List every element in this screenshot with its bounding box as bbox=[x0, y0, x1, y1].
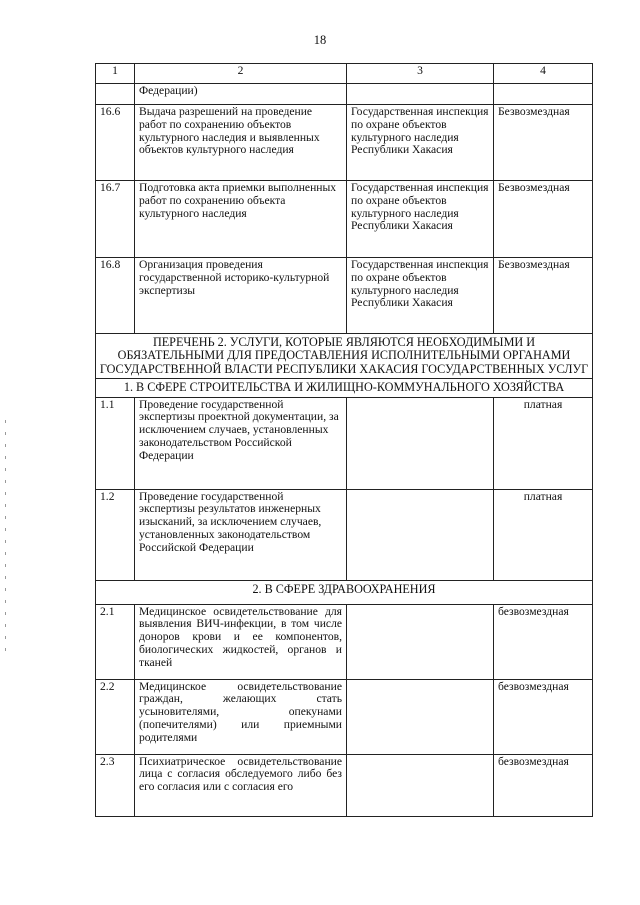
authority-name bbox=[347, 754, 494, 816]
service-name: Организация проведения государственной историко-культурной экспертизы bbox=[135, 258, 347, 334]
authority-name: Государственная инспекция по охране объектов культурного наследия Республики Хакасия bbox=[347, 105, 494, 181]
service-name: Психиатрическое освидетельствование лица с согласия обследуемого либо без его согласия или с согласия его bbox=[135, 754, 347, 816]
authority-name: Государственная инспекция по охране объектов культурного наследия Республики Хакасия bbox=[347, 181, 494, 258]
empty-cell bbox=[494, 84, 593, 105]
section-1-title-row bbox=[96, 379, 593, 397]
fee-type: платная bbox=[494, 489, 593, 580]
table-row bbox=[96, 489, 593, 580]
services-table bbox=[95, 63, 593, 817]
fee-type: Безвозмездная bbox=[494, 258, 593, 334]
section-2-title: 2. В СФЕРЕ ЗДРАВООХРАНЕНИЯ bbox=[96, 580, 593, 604]
service-name: Проведение государственной экспертизы результатов инженерных изысканий, за исключением случаев, установленных законодательством Российской Федерации bbox=[135, 489, 347, 580]
row-number: 2.3 bbox=[96, 754, 135, 816]
service-name: Медицинское освидетельствование для выявления ВИЧ-инфекции, в том числе доноров крови и ее компонентов, биологических жидкостей, органов и тканей bbox=[135, 604, 347, 679]
fee-type: безвозмездная bbox=[494, 754, 593, 816]
fee-type: безвозмездная bbox=[494, 604, 593, 679]
continuation-row bbox=[96, 84, 593, 105]
row-number: 16.8 bbox=[96, 258, 135, 334]
table-row bbox=[96, 754, 593, 816]
header-cell: 3 bbox=[347, 64, 494, 84]
table-header-row bbox=[96, 64, 593, 84]
page-number: 18 bbox=[313, 33, 327, 47]
row-number: 2.2 bbox=[96, 679, 135, 754]
authority-name bbox=[347, 679, 494, 754]
table-row bbox=[96, 181, 593, 258]
header-cell: 4 bbox=[494, 64, 593, 84]
continuation-text: Федерации) bbox=[135, 84, 347, 105]
service-name: Выдача разрешений на проведение работ по сохранению объектов культурного наследия и выявленных объектов культурного наследия bbox=[135, 105, 347, 181]
fee-type: платная bbox=[494, 397, 593, 489]
fee-type: Безвозмездная bbox=[494, 105, 593, 181]
list-2-title: ПЕРЕЧЕНЬ 2. УСЛУГИ, КОТОРЫЕ ЯВЛЯЮТСЯ НЕОБХОДИМЫМИ И ОБЯЗАТЕЛЬНЫМИ ДЛЯ ПРЕДОСТАВЛЕНИЯ ИСПОЛНИТЕЛЬНЫМИ ОРГАНАМИ ГОСУДАРСТВЕННОЙ ВЛАСТИ РЕСПУБЛИКИ ХАКАСИЯ ГОСУДАРСТВЕННЫХ УСЛУГ bbox=[96, 334, 593, 379]
row-number: 2.1 bbox=[96, 604, 135, 679]
table-row bbox=[96, 258, 593, 334]
list-2-title-row bbox=[96, 334, 593, 379]
row-number: 1.2 bbox=[96, 489, 135, 580]
section-2-title-row bbox=[96, 580, 593, 604]
authority-name bbox=[347, 604, 494, 679]
table-row bbox=[96, 105, 593, 181]
table-row bbox=[96, 679, 593, 754]
row-number: 16.7 bbox=[96, 181, 135, 258]
authority-name bbox=[347, 489, 494, 580]
service-name: Подготовка акта приемки выполненных работ по сохранению объекта культурного наследия bbox=[135, 181, 347, 258]
header-cell: 1 bbox=[96, 64, 135, 84]
table-row bbox=[96, 397, 593, 489]
section-1-title: 1. В СФЕРЕ СТРОИТЕЛЬСТВА И ЖИЛИЩНО-КОММУНАЛЬНОГО ХОЗЯЙСТВА bbox=[96, 379, 593, 397]
row-number: 1.1 bbox=[96, 397, 135, 489]
service-name: Проведение государственной экспертизы проектной документации, за исключением случаев, установленных законодательством Российской Федерации bbox=[135, 397, 347, 489]
margin-scan-marks bbox=[4, 420, 8, 720]
authority-name: Государственная инспекция по охране объектов культурного наследия Республики Хакасия bbox=[347, 258, 494, 334]
empty-cell bbox=[347, 84, 494, 105]
empty-cell bbox=[96, 84, 135, 105]
authority-name bbox=[347, 397, 494, 489]
fee-type: безвозмездная bbox=[494, 679, 593, 754]
service-name: Медицинское освидетельствование граждан, желающих стать усыновителями, опекунами (попечителями) или приемными родителями bbox=[135, 679, 347, 754]
table-row bbox=[96, 604, 593, 679]
header-cell: 2 bbox=[135, 64, 347, 84]
fee-type: Безвозмездная bbox=[494, 181, 593, 258]
row-number: 16.6 bbox=[96, 105, 135, 181]
